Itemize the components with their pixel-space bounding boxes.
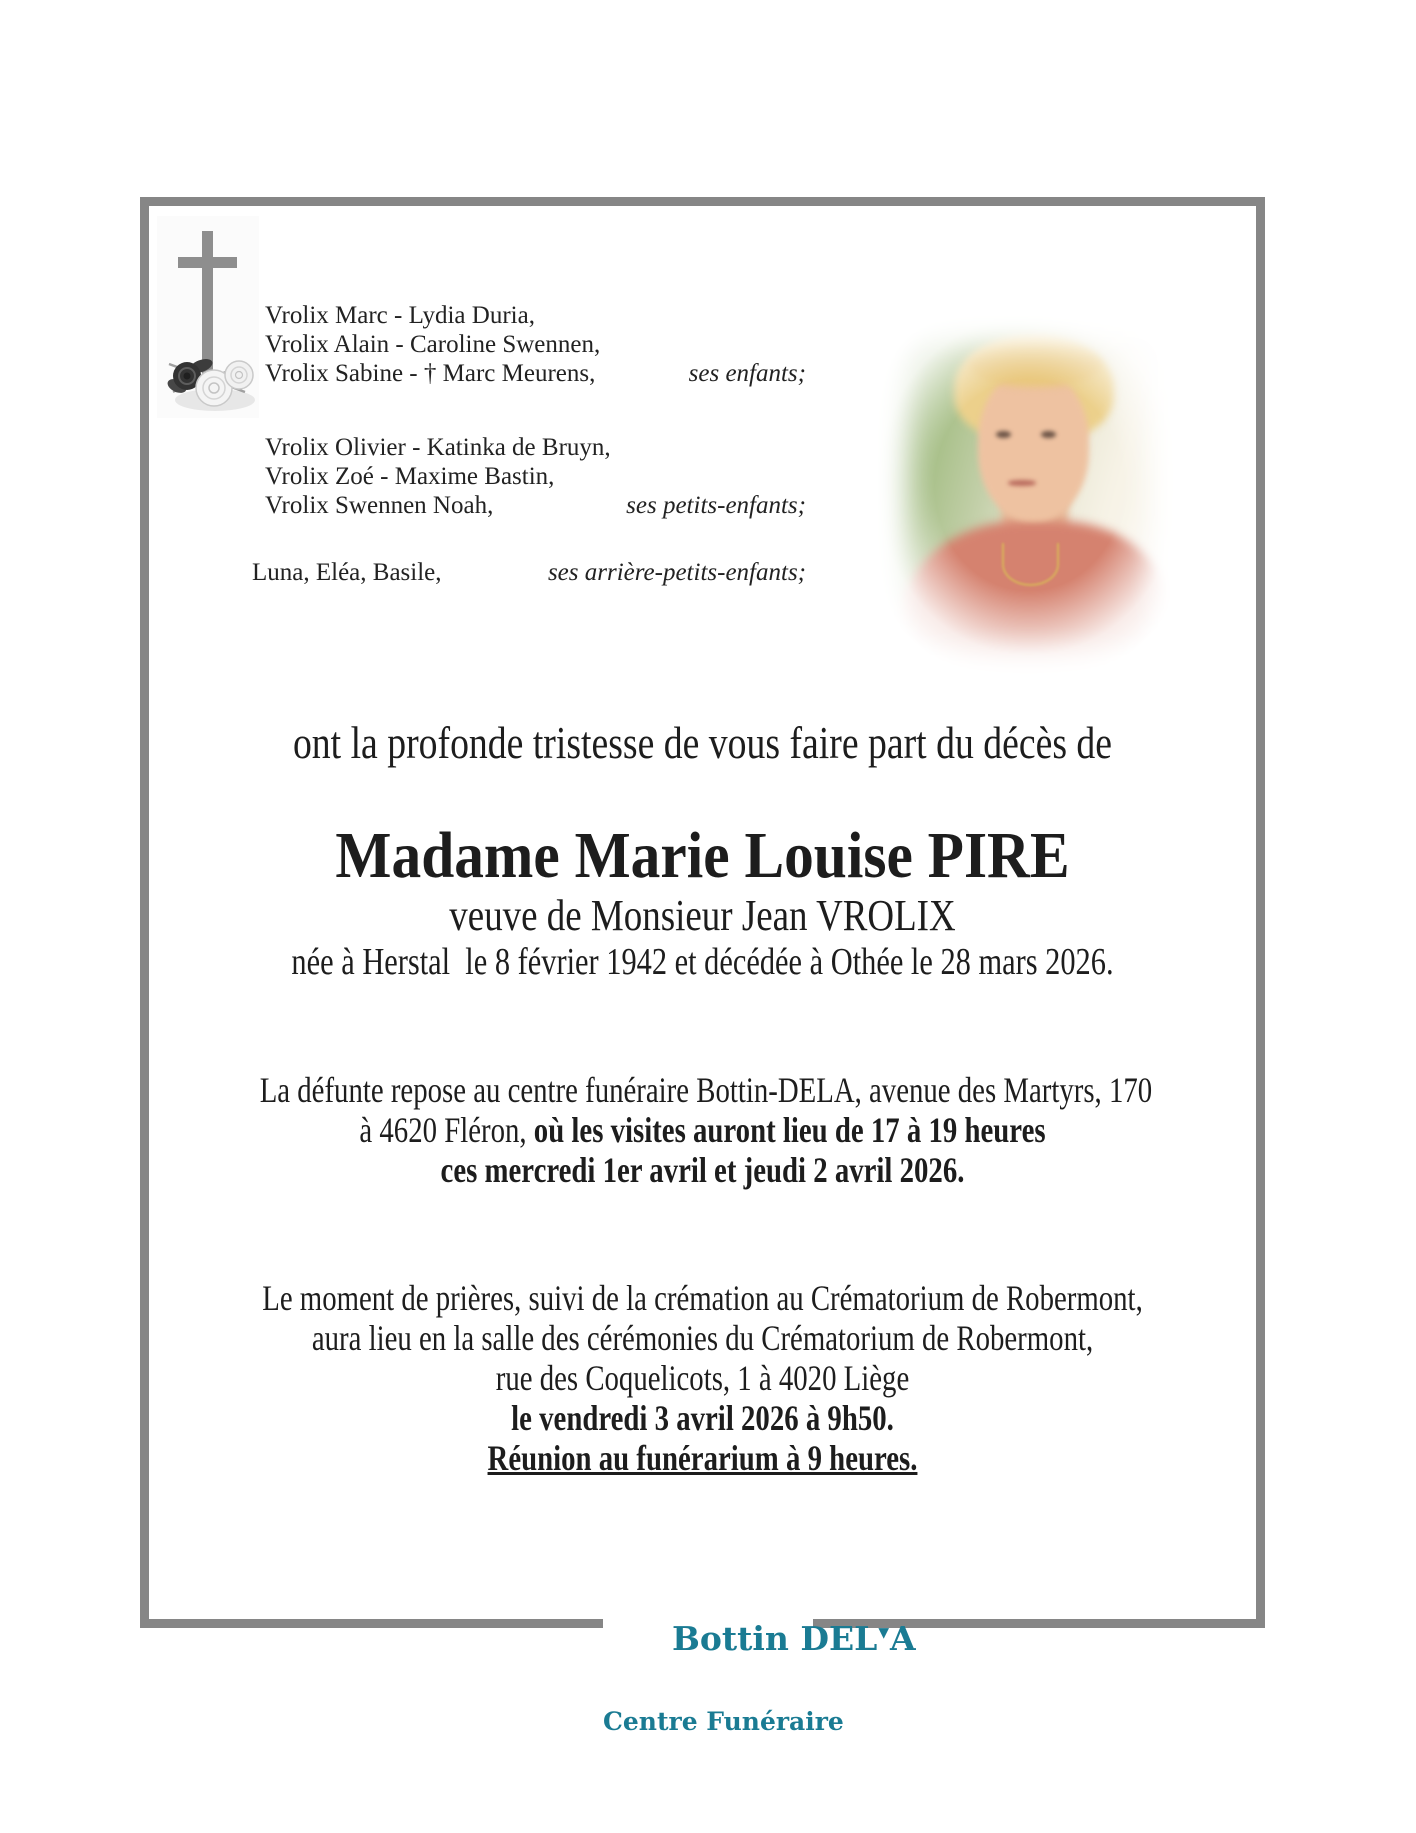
family-name-line: Vrolix Swennen Noah, [265,492,494,519]
deceased-section [149,819,1256,984]
logo-brand-after: A [890,1619,916,1658]
family-name-line: Vrolix Zoé - Maxime Bastin, [265,463,555,490]
wake-section [149,1070,1256,1190]
announcement-section [149,718,1256,768]
announcement-line: ont la profonde tristesse de vous faire part du décès de [292,717,1113,768]
children-label: ses enfants; [688,360,806,387]
wake-line-3: ces mercredi 1er avril et jeudi 2 avril 2026. [440,1150,965,1190]
wake-line-2-regular: à 4620 Fléron, [359,1110,534,1150]
logo-brand-before: Bottin DEL [671,1619,878,1658]
ceremony-line-4: le vendredi 3 avril 2026 à 9h50. [511,1398,894,1438]
family-name-line: Luna, Eléa, Basile, [252,559,442,586]
logo-subtitle: Centre Funéraire [603,1707,844,1736]
cross-arm [178,257,237,268]
memorial-cross-image [157,216,259,418]
photo-vignette [878,315,1180,677]
family-name-line: Vrolix Sabine - † Marc Meurens, [265,360,596,387]
cross-roses-graphic [157,216,259,418]
portrait-photo [878,315,1180,677]
ceremony-line-3: rue des Coquelicots, 1 à 4020 Liège [495,1358,910,1398]
dark-rose-center [184,373,191,380]
family-name-line: Vrolix Olivier - Katinka de Bruyn, [265,434,611,461]
logo-triangle-mark: ▼ [878,1624,889,1641]
wake-line-1: La défunte repose au centre funéraire Bottin-DELA, avenue des Martyrs, 170 [259,1070,1153,1110]
widow-line: veuve de Monsieur Jean VROLIX [449,891,956,940]
family-name-line: Vrolix Alain - Caroline Swennen, [265,331,601,358]
deceased-name: Madame Marie Louise PIRE [335,819,1070,892]
grandchildren-label: ses petits-enfants; [626,492,806,519]
family-name-line: Vrolix Marc - Lydia Duria, [265,302,535,329]
ceremony-line-1: Le moment de prières, suivi de la crémation au Crématorium de Robermont, [262,1278,1143,1318]
great-grandchildren-label: ses arrière-petits-enfants; [547,559,806,586]
wake-line-2 [260,1110,1146,1150]
wake-line-2-bold: où les visites auront lieu de 17 à 19 heures [533,1110,1046,1150]
ceremony-line-5: Réunion au funérarium à 9 heures. [487,1438,918,1478]
logo-brand-name [603,1582,916,1703]
funeral-home-logo [603,1578,916,1736]
white-rose [225,361,253,389]
birth-death-line: née à Herstal le 8 février 1942 et décédée à Othée le 28 mars 2026. [291,941,1114,983]
ceremony-line-2: aura lieu en la salle des cérémonies du Crématorium de Robermont, [311,1318,1094,1358]
ceremony-section [149,1278,1256,1478]
